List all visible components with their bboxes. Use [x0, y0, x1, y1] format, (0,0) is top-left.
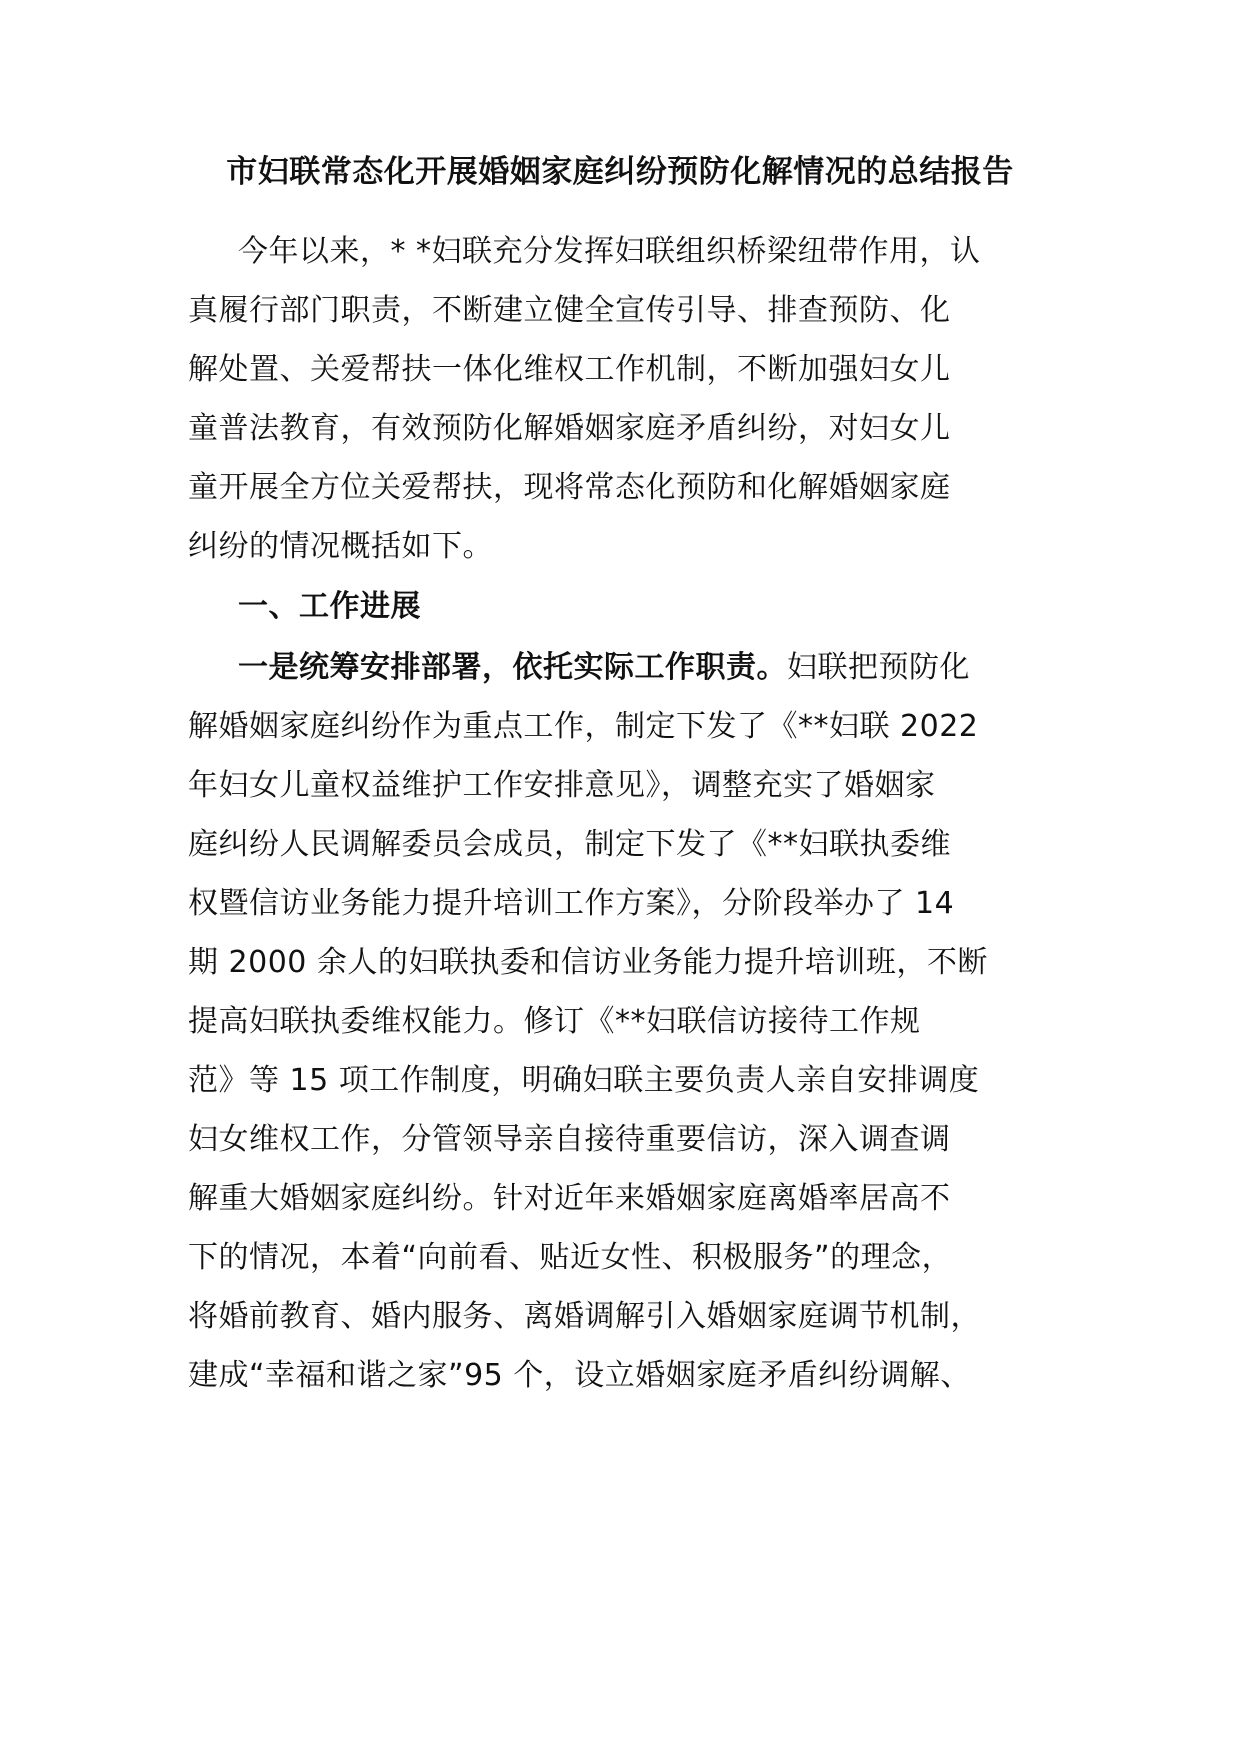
point1-line-12: 建成“幸福和谐之家”95 个，设立婚姻家庭矛盾纠纷调解、	[188, 1358, 971, 1393]
point1-line-3: 庭纠纷人民调解委员会成员，制定下发了《**妇联执委维	[188, 827, 951, 862]
intro-line-2: 真履行部门职责，不断建立健全宣传引导、排查预防、化	[188, 293, 951, 328]
point1-line-4: 权暨信访业务能力提升培训工作方案》，分阶段举办了 14	[188, 886, 955, 921]
point1-first-line-rest: 妇联把预防化	[787, 650, 970, 685]
point1-line-7: 范》等 15 项工作制度，明确妇联主要负责人亲自安排调度	[188, 1063, 980, 1098]
point1-line-11: 将婚前教育、婚内服务、离婚调解引入婚姻家庭调节机制，	[188, 1299, 981, 1334]
point1-bold-lead: 一是统筹安排部署，依托实际工作职责。	[238, 650, 787, 685]
document-title: 市妇联常态化开展婚姻家庭纠纷预防化解情况的总结报告	[226, 154, 1014, 190]
section-heading: 一、工作进展	[238, 589, 421, 624]
intro-line-5: 童开展全方位关爱帮扶，现将常态化预防和化解婚姻家庭	[188, 470, 951, 505]
intro-line-3: 解处置、关爱帮扶一体化维权工作机制，不断加强妇女儿	[188, 352, 951, 387]
point1-line-9: 解重大婚姻家庭纠纷。针对近年来婚姻家庭离婚率居高不	[188, 1181, 951, 1216]
point1-line-1: 解婚姻家庭纠纷作为重点工作，制定下发了《**妇联 2022	[188, 709, 979, 744]
point1-line-8: 妇女维权工作，分管领导亲自接待重要信访，深入调查调	[188, 1122, 951, 1157]
point1-line-6: 提高妇联执委维权能力。修订《**妇联信访接待工作规	[188, 1004, 921, 1039]
point1-line-5: 期 2000 余人的妇联执委和信访业务能力提升培训班，不断	[188, 945, 988, 980]
point1-line-2: 年妇女儿童权益维护工作安排意见》，调整充实了婚姻家	[188, 768, 936, 803]
point1-first-line	[238, 646, 970, 690]
intro-line-1: 今年以来，* *妇联充分发挥妇联组织桥梁纽带作用，认	[238, 234, 981, 269]
intro-line-4: 童普法教育，有效预防化解婚姻家庭矛盾纠纷，对妇女儿	[188, 411, 951, 446]
intro-line-6: 纠纷的情况概括如下。	[188, 529, 493, 564]
point1-line-10: 下的情况，本着“向前看、贴近女性、积极服务”的理念，	[188, 1240, 953, 1275]
